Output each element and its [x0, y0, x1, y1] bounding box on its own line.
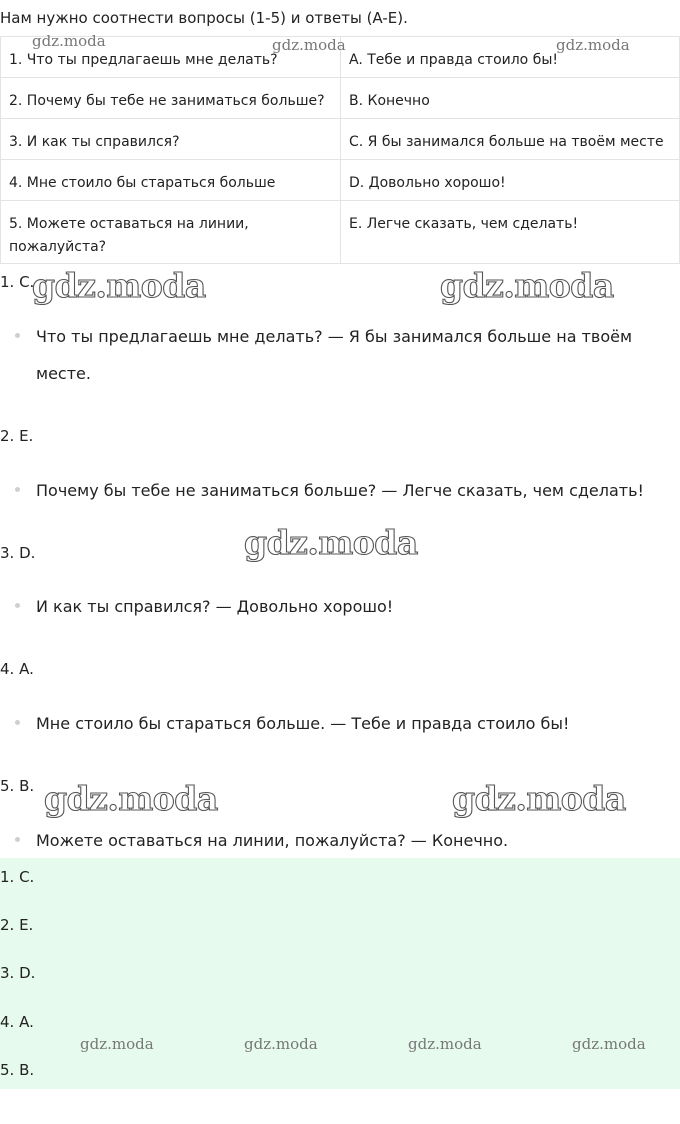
solution-number: 1. C.	[0, 273, 35, 291]
watermark: gdz.moda	[408, 1035, 482, 1053]
answer-cell: E. Легче сказать, чем сделать!	[341, 201, 680, 264]
solution-item	[36, 705, 656, 742]
watermark: gdz.moda	[32, 32, 106, 50]
solution-item	[36, 588, 656, 625]
answer-cell: A. Тебе и правда стоило бы!	[341, 37, 680, 78]
solution-number: 3. D.	[0, 544, 36, 562]
answer-cell: B. Конечно	[341, 78, 680, 119]
answer-cell: D. Довольно хорошо!	[341, 160, 680, 201]
solution-item	[36, 822, 656, 859]
table-row	[1, 119, 680, 160]
question-cell: 3. И как ты справился?	[1, 119, 341, 160]
question-cell: 1. Что ты предлагаешь мне делать?	[1, 37, 341, 78]
watermark: gdz.moda	[452, 779, 626, 818]
final-answer: 3. D.	[0, 964, 36, 982]
table-row	[1, 160, 680, 201]
table-row	[1, 78, 680, 119]
watermark: gdz.moda	[272, 36, 346, 54]
solution-number: 5. B.	[0, 777, 35, 795]
final-answer: 4. A.	[0, 1013, 34, 1031]
answer-box	[0, 858, 680, 1089]
final-answer: 1. C.	[0, 868, 35, 886]
bullet-icon	[15, 720, 20, 725]
watermark: gdz.moda	[44, 779, 218, 818]
solution-text: И как ты справился? — Довольно хорошо!	[36, 597, 394, 616]
matching-table	[0, 36, 680, 264]
bullet-icon	[15, 837, 20, 842]
question-cell: 5. Можете оставаться на линии, пожалуйста?	[1, 201, 341, 264]
final-answer: 2. E.	[0, 916, 34, 934]
solution-item	[36, 318, 656, 392]
solution-number: 2. E.	[0, 427, 34, 445]
bullet-icon	[15, 333, 20, 338]
question-cell: 4. Мне стоило бы стараться больше	[1, 160, 341, 201]
solution-text: Можете оставаться на линии, пожалуйста? — Конечно.	[36, 831, 509, 850]
answer-cell: C. Я бы занимался больше на твоём месте	[341, 119, 680, 160]
watermark: gdz.moda	[244, 523, 418, 562]
watermark: gdz.moda	[572, 1035, 646, 1053]
task-intro: Нам нужно соотнести вопросы (1-5) и ответы (A-E).	[0, 9, 408, 27]
watermark: gdz.moda	[440, 266, 614, 305]
bullet-icon	[15, 487, 20, 492]
question-cell: 2. Почему бы тебе не заниматься больше?	[1, 78, 341, 119]
solution-text: Что ты предлагаешь мне делать? — Я бы занимался больше на твоём месте.	[36, 327, 633, 383]
watermark: gdz.moda	[32, 266, 206, 305]
watermark: gdz.moda	[80, 1035, 154, 1053]
watermark: gdz.moda	[556, 36, 630, 54]
solution-text: Почему бы тебе не заниматься больше? — Легче сказать, чем сделать!	[36, 481, 644, 500]
watermark: gdz.moda	[244, 1035, 318, 1053]
solution-item	[36, 472, 656, 509]
bullet-icon	[15, 603, 20, 608]
final-answer: 5. B.	[0, 1061, 35, 1079]
solution-text: Мне стоило бы стараться больше. — Тебе и правда стоило бы!	[36, 714, 570, 733]
solution-number: 4. A.	[0, 660, 34, 678]
table-row	[1, 201, 680, 264]
